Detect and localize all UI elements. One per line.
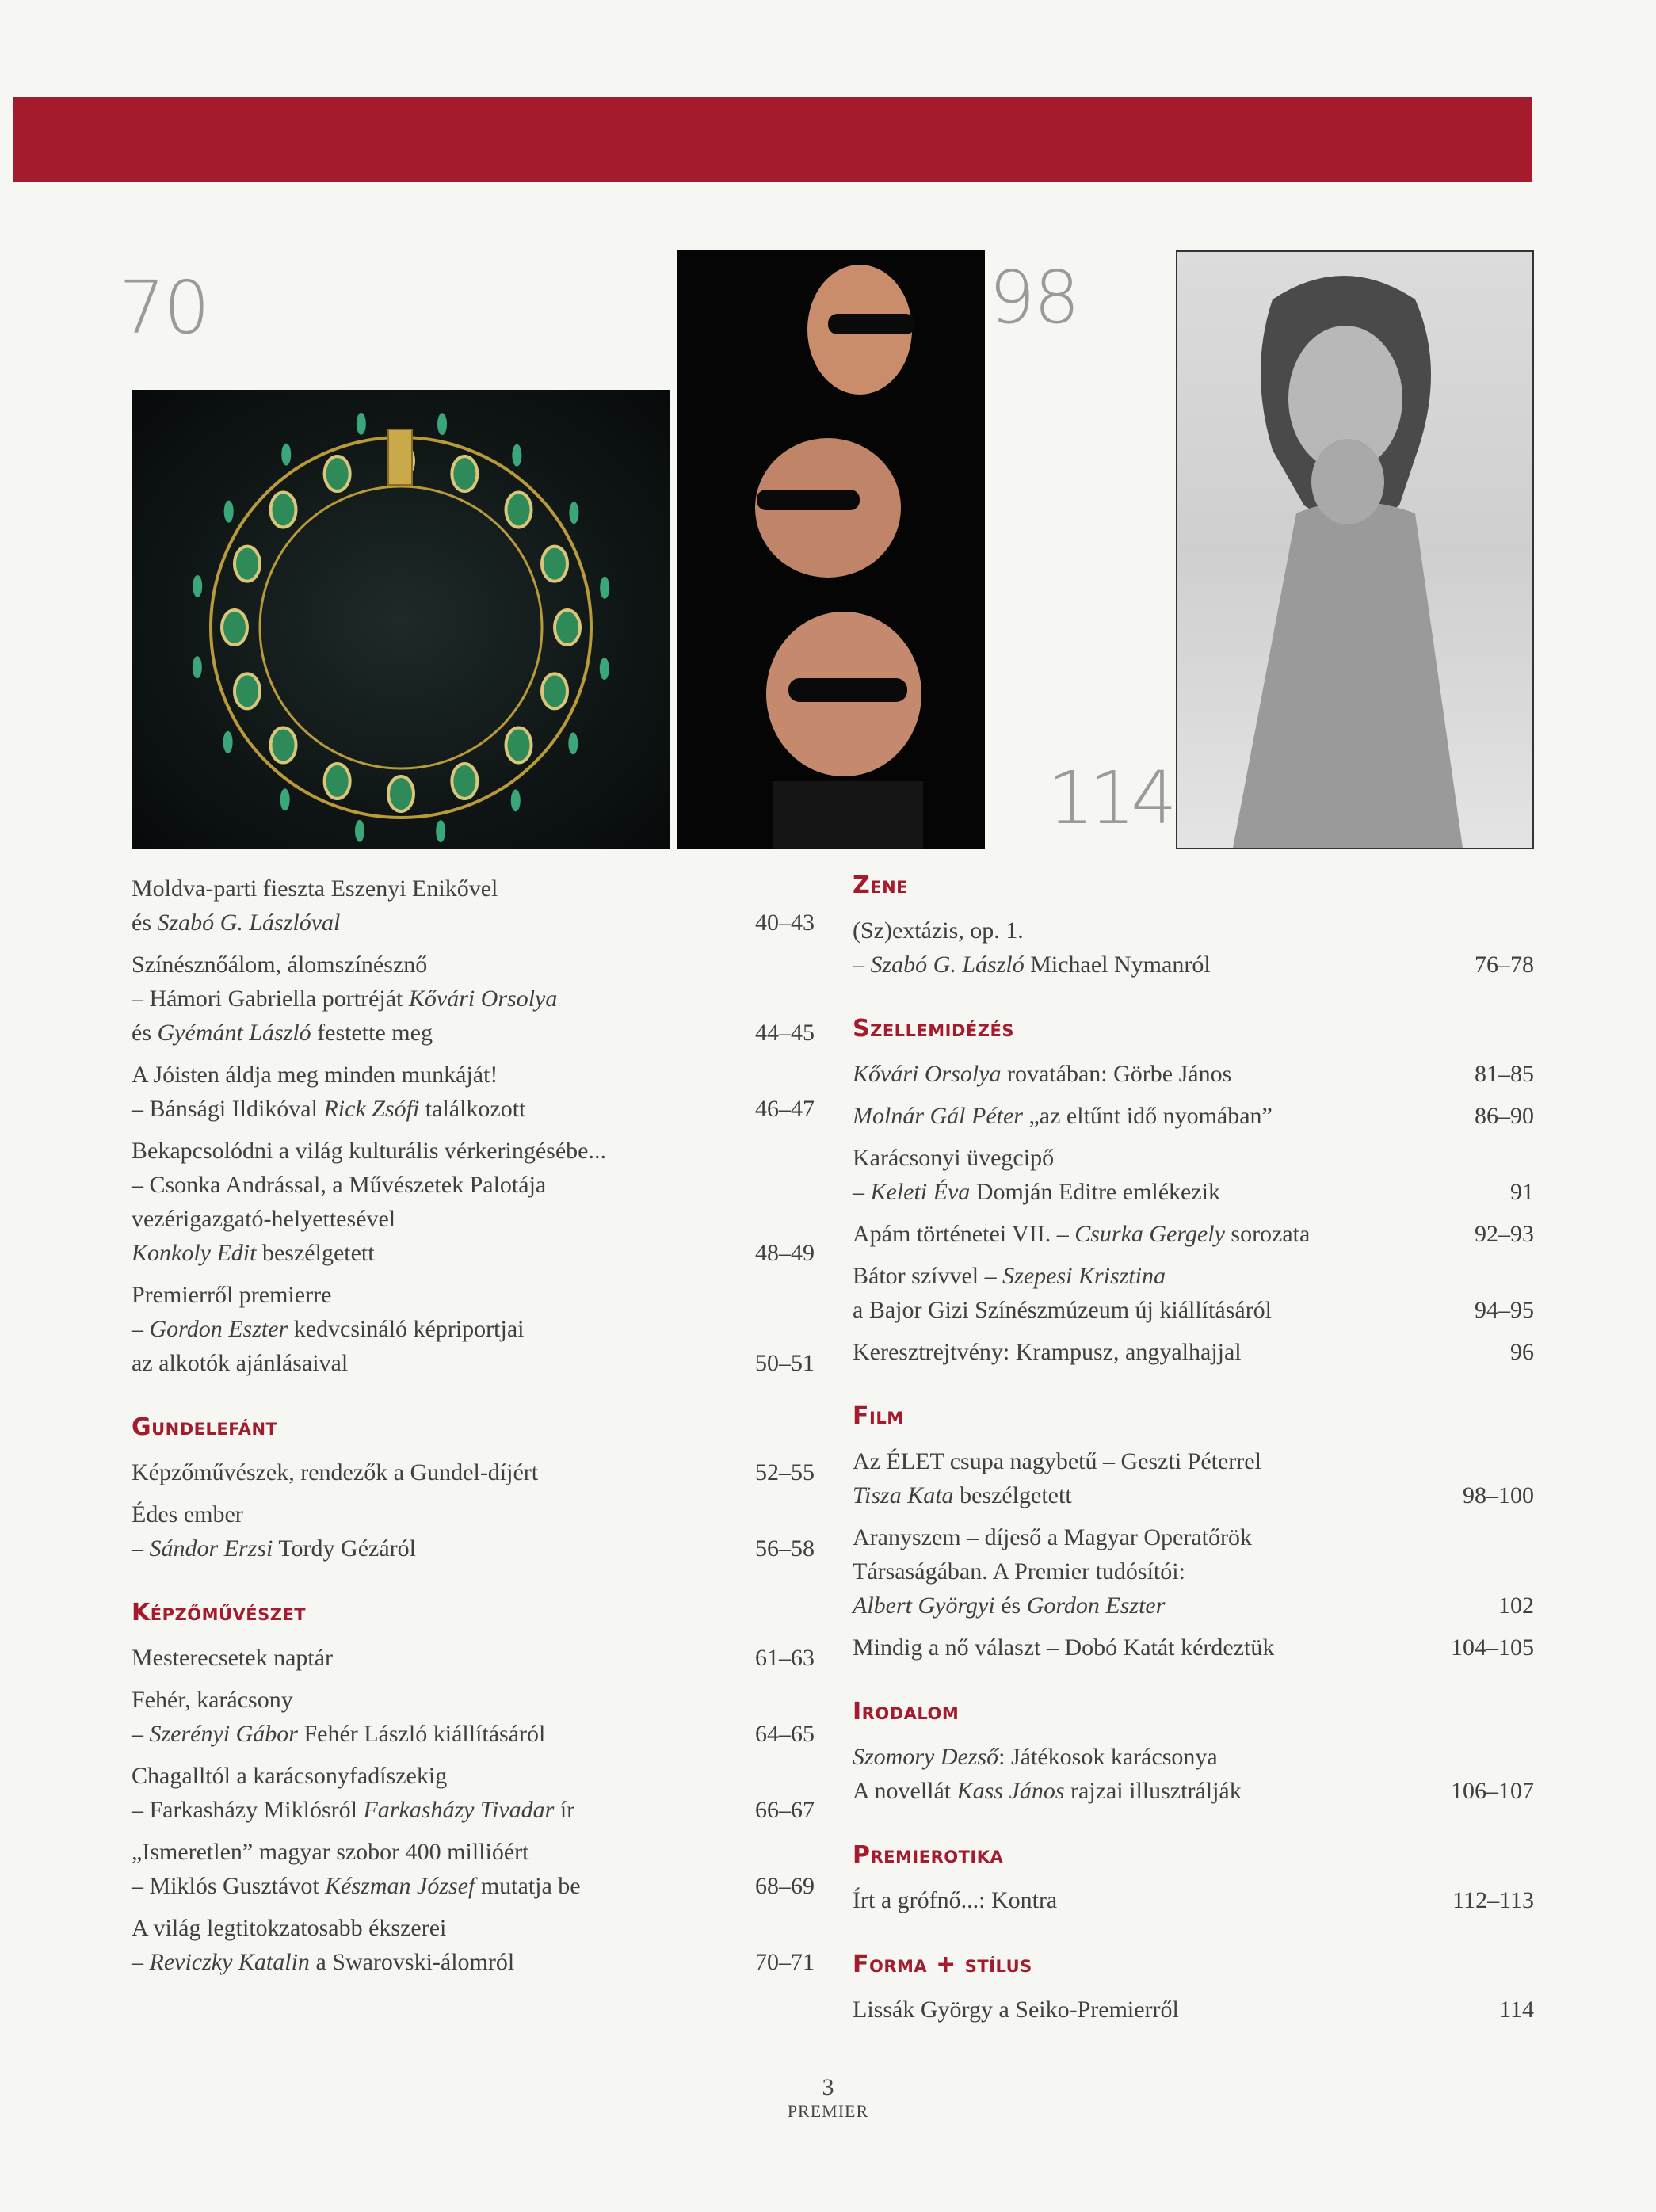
author-name: Gyémánt László: [157, 1020, 311, 1046]
toc-entry-line: Szomory Dezső: Játékosok karácsonya: [853, 1744, 1218, 1770]
toc-entry-line: Moldva-parti fieszta Eszenyi Enikővel: [132, 875, 498, 902]
toc-entry[interactable]: [853, 1057, 1534, 1091]
section-heading: Szellemidézés: [853, 1015, 1014, 1043]
emerald-drop: [600, 658, 609, 680]
author-name: Konkoly Edit: [132, 1240, 257, 1266]
emerald-drop: [193, 656, 202, 678]
emerald-drop: [436, 820, 445, 842]
toc-entry-pages: 98–100: [1463, 1482, 1534, 1508]
face-1: [807, 265, 915, 395]
toc-entry-line: és Szabó G. Lászlóval: [132, 910, 341, 936]
emerald-drop: [281, 444, 291, 466]
toc-entry-line: Karácsonyi üvegcipő: [853, 1145, 1055, 1171]
toc-entry-pages: 91: [1510, 1179, 1534, 1205]
toc-entry-line: Édes ember: [132, 1501, 243, 1527]
toc-entry[interactable]: [853, 1444, 1534, 1512]
contents-left-column: [132, 871, 815, 1987]
toc-entry-pages: 94–95: [1475, 1297, 1534, 1323]
toc-entry-line: A Jóisten áldja meg minden munkáját!: [132, 1062, 498, 1088]
toc-entry-pages: 114: [1499, 1997, 1534, 2023]
toc-entry-line: – Csonka Andrással, a Művészetek Palotája: [132, 1172, 547, 1198]
picture-page-ref-70: 70: [119, 265, 209, 350]
toc-entry[interactable]: [132, 1497, 815, 1566]
toc-entry-pages: 40–43: [755, 910, 815, 936]
toc-entry-line: – Keleti Éva Domján Editre emlékezik: [853, 1179, 1221, 1205]
toc-entry[interactable]: [132, 1759, 815, 1827]
picture-page-ref-98: 98: [989, 255, 1079, 340]
author-name: Gordon Eszter: [1026, 1592, 1166, 1619]
emerald-drop: [223, 731, 233, 753]
toc-entry-line: Molnár Gál Péter „az eltűnt idő nyomában”: [853, 1103, 1273, 1129]
toc-entry[interactable]: [853, 1883, 1534, 1917]
author-name: Gordon Eszter: [149, 1316, 288, 1342]
author-name: Szepesi Krisztina: [1002, 1263, 1166, 1289]
toc-entry-pages: 92–93: [1475, 1221, 1534, 1247]
toc-entry-line: – Szabó G. László Michael Nymanról: [853, 952, 1211, 978]
toc-entry-line: (Sz)extázis, op. 1.: [853, 917, 1024, 944]
toc-entry-line: Chagalltól a karácsonyfadíszekig: [132, 1763, 448, 1789]
emerald-drop: [512, 444, 521, 467]
toc-entry-line: és Gyémánt László festette meg: [132, 1020, 433, 1046]
portrait-figure: [1177, 252, 1532, 848]
emerald-stone: [506, 493, 531, 528]
toc-entry-pages: 44–45: [755, 1020, 815, 1046]
emerald-stone: [506, 727, 531, 762]
toc-entry[interactable]: [132, 1134, 815, 1270]
band-photo-strip: [677, 250, 985, 849]
band-portraits: [677, 250, 985, 849]
toc-entry-pages: 81–85: [1475, 1061, 1534, 1087]
toc-entry-line: Kővári Orsolya rovatában: Görbe János: [853, 1061, 1232, 1087]
author-name: Kass János: [956, 1778, 1065, 1804]
toc-entry-line: – Szerényi Gábor Fehér László kiállításáról: [132, 1721, 546, 1747]
header-color-band: [13, 97, 1532, 182]
emerald-drop: [437, 413, 447, 435]
section-heading: Zene: [853, 871, 909, 899]
toc-entry[interactable]: [853, 1217, 1534, 1251]
toc-entry-pages: 61–63: [755, 1645, 815, 1671]
emerald-stone: [271, 727, 296, 762]
toc-entry-pages: 48–49: [755, 1240, 815, 1266]
author-name: Keleti Éva: [870, 1179, 971, 1205]
emerald-stone: [452, 456, 477, 491]
section-heading: Gundelefánt: [132, 1413, 278, 1441]
toc-entry-line: Társaságában. A Premier tudósítói:: [853, 1558, 1185, 1585]
author-name: Kővári Orsolya: [408, 986, 558, 1012]
toc-entry-line: – Farkasházy Miklósról Farkasházy Tivadar ír: [132, 1797, 575, 1823]
emerald-drop: [355, 820, 364, 842]
toc-entry-line: – Hámori Gabriella portréját Kővári Orsolya: [132, 986, 558, 1012]
toc-entry-pages: 106–107: [1451, 1778, 1534, 1804]
toc-entry-pages: 112–113: [1452, 1887, 1534, 1913]
toc-entry-line: A novellát Kass János rajzai illusztrálják: [853, 1778, 1242, 1804]
toc-entry-line: az alkotók ajánlásaival: [132, 1350, 349, 1376]
author-name: Rick Zsófi: [323, 1096, 420, 1122]
toc-entry-line: vezérigazgató-helyettesével: [132, 1206, 396, 1232]
toc-entry-line: Konkoly Edit beszélgetett: [132, 1240, 375, 1266]
necklace-illustration: [132, 390, 670, 849]
picture-page-ref-114: 114: [1047, 756, 1173, 841]
toc-entry-line: – Miklós Gusztávot Készman József mutatja be: [132, 1873, 581, 1899]
emerald-stone: [235, 547, 260, 582]
woman-portrait-photo: [1176, 250, 1534, 849]
author-name: Szabó G. László: [870, 952, 1025, 978]
emerald-stone: [542, 673, 567, 708]
author-name: Molnár Gál Péter: [853, 1103, 1023, 1129]
emerald-drop: [511, 789, 521, 811]
toc-entry-line: Fehér, karácsony: [132, 1687, 293, 1713]
toc-entry[interactable]: [132, 948, 815, 1050]
toc-entry[interactable]: [853, 1141, 1534, 1209]
toc-entry-pages: 86–90: [1475, 1103, 1534, 1129]
author-name: Albert Györgyi: [853, 1592, 995, 1619]
toc-entry-pages: 56–58: [755, 1535, 815, 1562]
author-name: Szerényi Gábor: [149, 1721, 298, 1747]
toc-entry-pages: 64–65: [755, 1721, 815, 1747]
toc-entry-line: a Bajor Gizi Színészmúzeum új kiállításáról: [853, 1297, 1273, 1323]
face-2: [755, 438, 901, 578]
magazine-brand: PREMIER: [787, 2101, 869, 2121]
emerald-drop: [569, 502, 578, 524]
toc-entry-line: – Bánsági Ildikóval Rick Zsófi találkozott: [132, 1096, 526, 1122]
toc-entry[interactable]: [132, 1278, 815, 1380]
toc-entry[interactable]: [853, 1630, 1534, 1665]
author-name: Szomory Dezső: [853, 1744, 999, 1770]
emerald-stone: [452, 764, 477, 799]
section-heading: Premierotika: [853, 1841, 1004, 1869]
emerald-stone: [325, 764, 350, 799]
section-heading: Képzőművészet: [132, 1599, 307, 1627]
emerald-drop: [193, 575, 202, 597]
toc-entry-line: A világ legtitokzatosabb ékszerei: [132, 1915, 447, 1941]
toc-entry-line: – Reviczky Katalin a Swarovski-álomról: [132, 1949, 515, 1975]
emerald-drop: [568, 732, 578, 754]
toc-entry[interactable]: [853, 1259, 1534, 1327]
emerald-drop: [600, 577, 609, 599]
author-name: Csurka Gergely: [1074, 1221, 1225, 1247]
toc-entry[interactable]: [132, 1058, 815, 1126]
author-name: Szabó G. Lászlóval: [157, 910, 341, 936]
page-number: 3: [822, 2074, 834, 2100]
necklace-photo: [132, 390, 670, 849]
toc-entry[interactable]: [132, 1455, 815, 1489]
emerald-stone: [222, 610, 247, 645]
toc-entry-pages: 50–51: [755, 1350, 815, 1376]
toc-entry-pages: 102: [1498, 1592, 1534, 1619]
toc-entry-pages: 76–78: [1475, 952, 1534, 978]
toc-entry-line: Keresztrejtvény: Krampusz, angyalhajjal: [853, 1339, 1242, 1365]
author-name: Tisza Kata: [853, 1482, 954, 1508]
toc-entry[interactable]: [853, 913, 1534, 982]
toc-entry-line: Bekapcsolódni a világ kulturális vérkeringésébe...: [132, 1138, 606, 1164]
emerald-stone: [235, 673, 260, 708]
toc-entry[interactable]: [853, 1740, 1534, 1808]
contents-right-column: [853, 871, 1534, 2035]
toc-entry[interactable]: [853, 1335, 1534, 1369]
toc-entry[interactable]: [853, 1099, 1534, 1133]
toc-entry-line: Lissák György a Seiko-Premierről: [853, 1997, 1179, 2023]
toc-entry-line: Az ÉLET csupa nagybetű – Geszti Péterrel: [853, 1448, 1261, 1474]
toc-entry-line: Írt a grófnő...: Kontra: [853, 1887, 1058, 1913]
toc-entry[interactable]: [853, 1520, 1534, 1623]
toc-entry-line: Albert Györgyi és Gordon Eszter: [853, 1592, 1166, 1619]
toc-entry-line: Bátor szívvel – Szepesi Krisztina: [853, 1263, 1166, 1289]
emerald-stone: [555, 610, 580, 645]
emerald-drop: [224, 501, 234, 523]
toc-entry-line: – Gordon Eszter kedvcsináló képriportjai: [132, 1316, 525, 1342]
toc-entry-line: Aranyszem – díjeső a Magyar Operatőrök: [853, 1524, 1252, 1550]
toc-entry[interactable]: [132, 1683, 815, 1751]
toc-entry-line: Képzőművészek, rendezők a Gundel-díjért: [132, 1459, 539, 1485]
emerald-stone: [325, 456, 350, 491]
toc-entry[interactable]: [132, 1911, 815, 1979]
emerald-drop: [280, 788, 290, 810]
section-heading: Film: [853, 1402, 904, 1430]
toc-entry-pages: 96: [1510, 1339, 1534, 1365]
toc-entry-pages: 68–69: [755, 1873, 815, 1899]
emerald-stone: [388, 776, 414, 811]
author-name: Reviczky Katalin: [149, 1949, 310, 1975]
toc-entry-line: Mindig a nő választ – Dobó Katát kérdeztük: [853, 1634, 1275, 1661]
emerald-stone: [271, 493, 296, 528]
section-heading: Irodalom: [853, 1698, 960, 1726]
toc-entry-line: Premierről premierre: [132, 1282, 332, 1308]
toc-entry[interactable]: [132, 871, 815, 940]
toc-entry-pages: 46–47: [755, 1096, 815, 1122]
toc-entry-pages: 66–67: [755, 1797, 815, 1823]
toc-entry-line: – Sándor Erzsi Tordy Gézáról: [132, 1535, 416, 1562]
toc-entry-pages: 52–55: [755, 1459, 815, 1485]
toc-entry-line: Apám történetei VII. – Csurka Gergely sorozata: [853, 1221, 1311, 1247]
toc-entry-line: Tisza Kata beszélgetett: [853, 1482, 1072, 1508]
toc-entry[interactable]: [132, 1641, 815, 1675]
toc-entry[interactable]: [132, 1835, 815, 1903]
section-heading: Forma + stílus: [853, 1951, 1032, 1978]
author-name: Farkasházy Tivadar: [363, 1797, 555, 1823]
toc-entry-line: Mesterecsetek naptár: [132, 1645, 334, 1671]
author-name: Készman József: [325, 1873, 475, 1899]
emerald-stone: [542, 547, 567, 582]
emerald-drop: [357, 413, 366, 435]
toc-entry[interactable]: [853, 1993, 1534, 2027]
toc-entry-line: Színésznőálom, álomszínésznő: [132, 952, 428, 978]
toc-entry-pages: 70–71: [755, 1949, 815, 1975]
author-name: Sándor Erzsi: [149, 1535, 273, 1562]
toc-entry-line: „Ismeretlen” magyar szobor 400 millióért: [132, 1839, 529, 1865]
face-3: [766, 612, 923, 849]
toc-entry-pages: 104–105: [1451, 1634, 1534, 1661]
author-name: Kővári Orsolya: [853, 1061, 1002, 1087]
